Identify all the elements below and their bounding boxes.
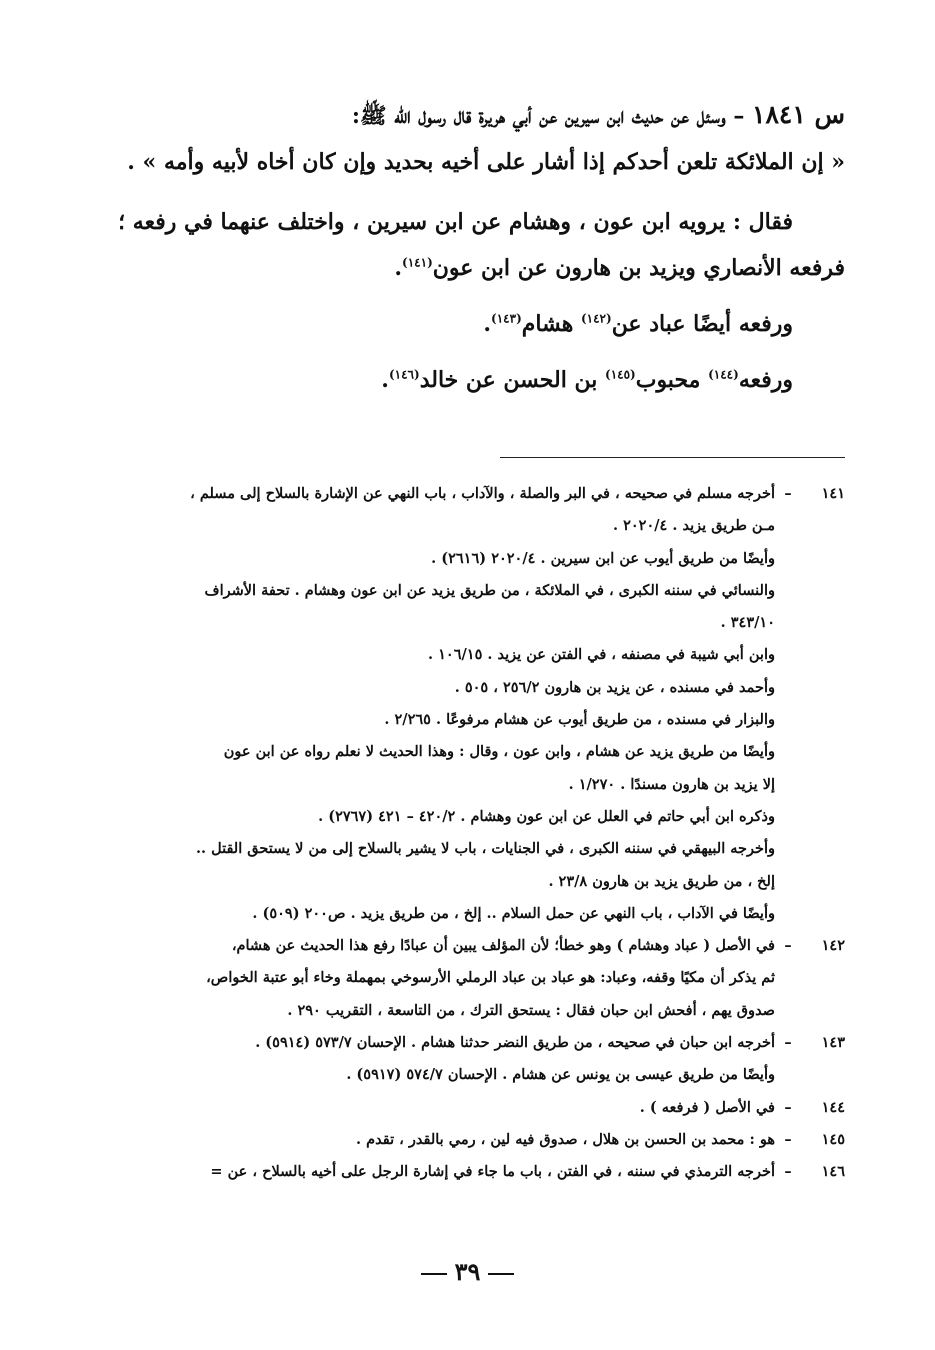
footnote-line: مـن طريق يزيد . ٢٠٢٠/٤ . <box>612 517 775 535</box>
footnote-dash: – <box>784 1098 792 1116</box>
footnote-line: إلا يزيد بن هارون مسندًا . ١/٢٧٠ . <box>568 775 775 793</box>
footnote-144 <box>88 1092 845 1124</box>
answer-line-2-end: . <box>394 255 403 281</box>
footnote-145 <box>88 1124 845 1156</box>
footnote-line: وأيضًا من طريق أيوب عن ابن سيرين . ٢٠٢٠/٤ (٢٦١٦) . <box>431 549 775 567</box>
folio-rule-right <box>488 1273 514 1275</box>
footnote-line: وذكره ابن أبي حاتم في العلل عن ابن عون وهشام . ٤٢٠/٢ – ٤٢١ (٢٧٦٧) . <box>318 807 775 825</box>
footnote-line: أخرجه مسلم في صحيحه ، في البر والصلة ، والآداب ، باب النهي عن الإشارة بالسلاح إلى مسلم ، <box>190 485 775 502</box>
footnote-line: أخرجه ابن حبان في صحيحه ، من طريق النضر حدثنا هشام . الإحسان ٥٧٣/٧ (٥٩١٤) . <box>255 1034 775 1052</box>
footnote-line: وأيضًا في الآداب ، باب النهي عن حمل السلام .. إلخ ، من طريق يزيد . ص٢٠٠ (٥٠٩) . <box>252 904 775 922</box>
footnote-line: في الأصل ( عباد وهشام ) وهو خطأ؛ لأن المؤلف يبين أن عبادًا رفع هذا الحديث عن هشام، <box>231 937 775 955</box>
answer-text-3a: ورفعه أيضًا عباد عن <box>611 311 793 337</box>
footnote-ref-145[interactable]: (١٤٥) <box>605 367 636 382</box>
footnote-line: ثم يذكر أن مكيًا وقفه، وعباد: هو عباد بن عباد الرملي الأرسوخي بمهملة وخاء أبو عتبة الخواص، <box>206 969 775 987</box>
question-line-1 <box>88 92 845 139</box>
footnote-line: أخرجه الترمذي في سننه ، في الفتن ، باب ما جاء في إشارة الرجل على أخيه بالسلاح ، عن = <box>210 1163 775 1181</box>
footnote-dash: – <box>784 485 792 502</box>
answer-text-2: فرفعه الأنصاري ويزيد بن هارون عن ابن عون <box>432 255 845 281</box>
main-text <box>88 92 845 403</box>
footnote-line: صدوق يهم ، أفحش ابن حبان فقال : يستحق الترك ، من التاسعة ، التقريب ٢٩٠ . <box>287 1001 775 1019</box>
footnote-dash: – <box>784 1130 792 1148</box>
hadith-text: « إن الملائكة تلعن أحدكم إذا أشار على أخيه بحديد وإن كان أخاه لأبيه وأمه » . <box>127 149 845 175</box>
footnote-ref-142[interactable]: (١٤٢) <box>580 311 612 326</box>
spacer <box>88 185 845 199</box>
spacer <box>88 347 845 357</box>
footnote-dash: – <box>784 937 792 955</box>
footnote-number: ١٤١ <box>821 485 845 502</box>
answer-text-4b: محبوب <box>635 367 709 393</box>
answer-line-1 <box>88 199 845 245</box>
footnote-number: ١٤٤ <box>821 1098 845 1116</box>
question-line-2 <box>88 139 845 185</box>
footnote-line: وأخرجه البيهقي في سننه الكبرى ، في الجنايات ، باب لا يشير بالسلاح إلى من لا يستحق القتل .. <box>195 840 775 858</box>
footnotes <box>88 478 845 1189</box>
answer-text-3b: هشام <box>521 311 581 337</box>
footnote-143 <box>88 1027 845 1059</box>
footnote-line: وأيضًا من طريق عيسى بن يونس عن هشام . الإحسان ٥٧٤/٧ (٥٩١٧) . <box>346 1066 775 1084</box>
footnote-line: إلخ ، من طريق يزيد بن هارون ٢٣/٨ . <box>548 872 775 890</box>
footnote-line: وأحمد في مسنده ، عن يزيد بن هارون ٢٥٦/٢ ، ٥٠٥ . <box>454 678 775 696</box>
footnote-dash: – <box>784 1034 792 1052</box>
footnote-dash: – <box>784 1163 792 1181</box>
footnote-line: وابن أبي شيبة في مصنفه ، في الفتن عن يزيد . ١٠٦/١٥ . <box>428 646 775 664</box>
footnote-line: هو : محمد بن الحسن بن هلال ، صدوق فيه لين ، رمي بالقدر ، تقدم . <box>356 1130 775 1148</box>
footnote-line: ٣٤٣/١٠ . <box>720 614 775 632</box>
footnote-146 <box>88 1156 845 1188</box>
answer-line-2 <box>88 245 845 291</box>
answer-text-4c: بن الحسن عن خالد <box>419 367 606 393</box>
answer-line-3 <box>88 301 845 347</box>
footnote-ref-146[interactable]: (١٤٦) <box>388 367 420 382</box>
footnote-ref-143[interactable]: (١٤٣) <box>491 311 522 326</box>
footnote-line: في الأصل ( فرفعه ) . <box>639 1098 775 1116</box>
answer-line-4 <box>88 357 845 403</box>
footnote-number: ١٤٥ <box>821 1130 845 1148</box>
footnote-separator <box>500 457 845 458</box>
answer-text-4a: ورفعه <box>738 367 793 393</box>
footnote-line: وأيضًا من طريق يزيد عن هشام ، وابن عون ، وقال : وهذا الحديث لا نعلم رواه عن ابن عون <box>223 743 775 761</box>
question-text-1: – وسئل عن حديث ابن سيرين عن أبي هريرة قال رسول الله ﷺ: <box>351 103 753 129</box>
footnote-number: ١٤٦ <box>821 1163 845 1181</box>
footnote-number: ١٤٣ <box>821 1034 845 1052</box>
spacer <box>88 291 845 301</box>
answer-line-4-end: . <box>381 367 389 393</box>
footnote-ref-141[interactable]: (١٤١) <box>402 255 433 270</box>
footnote-142 <box>88 930 845 962</box>
footnote-number: ١٤٢ <box>821 937 845 955</box>
folio-rule-left <box>421 1273 447 1275</box>
page-number-text: ٣٩ <box>454 1257 481 1286</box>
footnote-141 <box>88 478 845 510</box>
footnote-ref-144[interactable]: (١٤٤) <box>708 367 739 382</box>
answer-text-1: فقال : يرويه ابن عون ، وهشام عن ابن سيرين ، واختلف عنهما في رفعه ؛ <box>118 209 793 235</box>
footnote-line: والبزار في مسنده ، من طريق أيوب عن هشام مرفوعًا . ٢/٢٦٥ . <box>384 711 775 729</box>
page-number <box>0 1257 935 1286</box>
answer-line-3-end: . <box>483 311 492 337</box>
question-number: س ١٨٤١ <box>752 100 845 129</box>
footnote-line: والنسائي في سننه الكبرى ، في الملائكة ، من طريق يزيد عن ابن عون وهشام . تحفة الأشراف <box>204 581 775 599</box>
